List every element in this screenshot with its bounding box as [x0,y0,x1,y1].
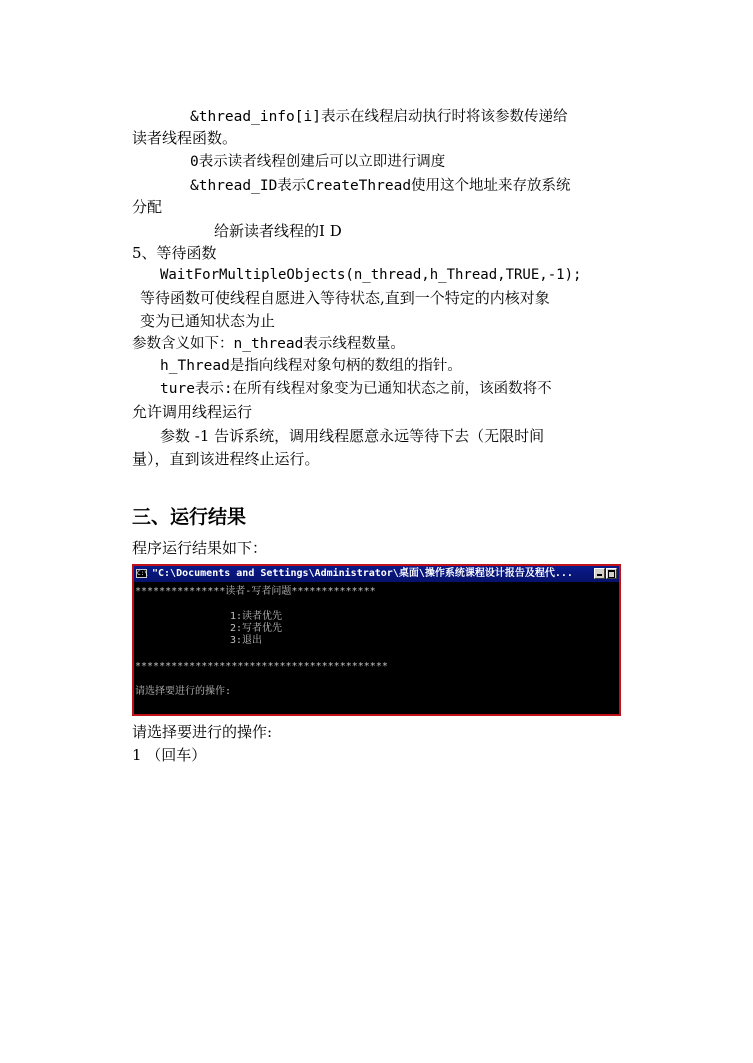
text-line: 1 （回车） [132,746,207,764]
section-heading: 三、运行结果 [132,506,247,528]
console-title-bar [134,566,619,582]
text-line: 给新读者线程的I D [214,222,342,240]
text-line: &thread_ID表示CreateThread使用这个地址来存放系统 [190,178,571,194]
maximize-icon[interactable] [606,568,617,579]
console-prompt: 请选择要进行的操作: [135,686,232,697]
console-title: "C:\Documents and Settings\Administrator\桌面\操作系统课程设计报告及程代... [152,568,573,579]
text-line: ture表示:在所有线程对象变为已通知状态之前，该函数将不 [160,381,552,397]
console-screenshot [132,564,621,716]
text-line: &thread_info[i]表示在线程启动执行时将该参数传递给 [190,109,568,125]
text-line: 参数 -1 告诉系统，调用线程愿意永远等待下去（无限时间 [160,427,545,445]
section-subtitle: 5、等待函数 [132,244,217,262]
console-divider: ****************************************** [135,661,388,672]
text-line: 等待函数可使线程自愿进入等待状态,直到一个特定的内核对象 [140,289,550,307]
console-menu-option: 2:写者优先 [230,623,283,634]
text-line: 分配 [132,198,163,216]
console-banner: ***************读者-写者问题************** [135,586,376,597]
text-line: h_Thread是指向线程对象句柄的数组的指针。 [160,358,462,374]
text-line: 读者线程函数。 [132,129,238,147]
console-app-icon: C:\ [137,570,148,577]
text-line: 量），直到该进程终止运行。 [132,450,320,468]
code-line: WaitForMultipleObjects(n_thread,h_Thread,TRUE,-1); [160,267,582,283]
minimize-icon[interactable] [594,568,605,579]
text-line: 允许调用线程运行 [132,403,253,421]
text-line: 变为已通知状态为止 [140,312,276,330]
console-menu-option: 3:退出 [230,635,263,646]
console-menu-option: 1:读者优先 [230,611,283,622]
text-line: 0表示读者线程创建后可以立即进行调度 [190,154,446,170]
text-line: 请选择要进行的操作: [132,723,273,741]
text-line: 程序运行结果如下： [132,539,268,557]
text-line: 参数含义如下：n_thread表示线程数量。 [132,336,405,352]
